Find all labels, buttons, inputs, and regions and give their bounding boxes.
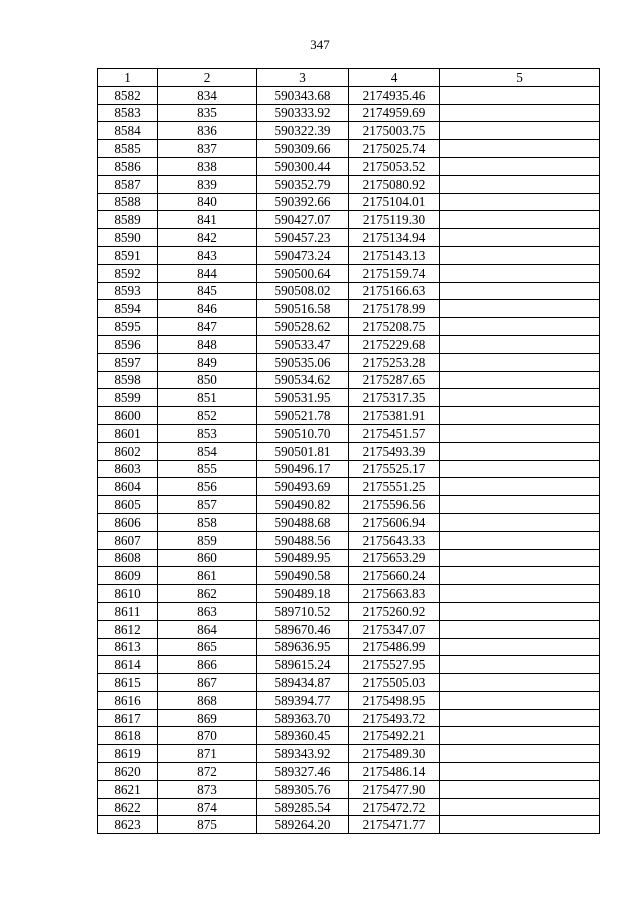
table-cell: 2175080.92: [349, 175, 440, 193]
table-row: [98, 264, 600, 282]
table-cell: 2175229.68: [349, 335, 440, 353]
table-cell: 858: [158, 513, 257, 531]
table-cell: 589394.77: [257, 691, 349, 709]
table-cell: 8600: [98, 407, 158, 425]
table-cell: 8616: [98, 691, 158, 709]
table-cell: 869: [158, 709, 257, 727]
table-cell: 8597: [98, 353, 158, 371]
table-cell: 850: [158, 371, 257, 389]
table-cell: 8582: [98, 86, 158, 104]
table-cell: 875: [158, 816, 257, 834]
table-cell: [440, 371, 600, 389]
table-cell: [440, 513, 600, 531]
table-row: [98, 478, 600, 496]
table-cell: 859: [158, 531, 257, 549]
table-row: [98, 211, 600, 229]
table-row: [98, 300, 600, 318]
table-row: [98, 727, 600, 745]
table-cell: [440, 549, 600, 567]
table-row: [98, 246, 600, 264]
table-row: [98, 567, 600, 585]
table-cell: 8584: [98, 122, 158, 140]
table-cell: 2175003.75: [349, 122, 440, 140]
table-cell: [440, 763, 600, 781]
table-cell: 589285.54: [257, 798, 349, 816]
table-row: [98, 104, 600, 122]
table-cell: 842: [158, 229, 257, 247]
table-cell: 590510.70: [257, 424, 349, 442]
table-cell: 2175053.52: [349, 157, 440, 175]
table-cell: 847: [158, 318, 257, 336]
table-cell: 2175477.90: [349, 780, 440, 798]
table-cell: 589327.46: [257, 763, 349, 781]
table-cell: 867: [158, 674, 257, 692]
table-cell: 8609: [98, 567, 158, 585]
table-header-row: [98, 69, 600, 87]
table-cell: [440, 86, 600, 104]
table-row: [98, 86, 600, 104]
table-cell: [440, 691, 600, 709]
table-cell: 8614: [98, 656, 158, 674]
table-row: [98, 318, 600, 336]
table-row: [98, 798, 600, 816]
table-cell: 837: [158, 140, 257, 158]
table-cell: 845: [158, 282, 257, 300]
table-cell: 589710.52: [257, 602, 349, 620]
table-cell: 2175159.74: [349, 264, 440, 282]
table-cell: 590489.18: [257, 585, 349, 603]
table-cell: [440, 335, 600, 353]
table-cell: [440, 424, 600, 442]
table-cell: 8608: [98, 549, 158, 567]
table-cell: [440, 780, 600, 798]
table-cell: 8611: [98, 602, 158, 620]
table-row: [98, 460, 600, 478]
column-header: 5: [440, 69, 600, 87]
table-cell: [440, 816, 600, 834]
table-cell: 8617: [98, 709, 158, 727]
table-cell: 857: [158, 496, 257, 514]
table-cell: 8583: [98, 104, 158, 122]
table-cell: [440, 211, 600, 229]
table-cell: 2175104.01: [349, 193, 440, 211]
table-cell: 8605: [98, 496, 158, 514]
table-cell: 590333.92: [257, 104, 349, 122]
table-cell: [440, 478, 600, 496]
table-row: [98, 353, 600, 371]
table-cell: 2175527.95: [349, 656, 440, 674]
table-cell: [440, 122, 600, 140]
table-row: [98, 585, 600, 603]
table-cell: 864: [158, 620, 257, 638]
table-cell: 589264.20: [257, 816, 349, 834]
table-cell: [440, 193, 600, 211]
table-cell: 866: [158, 656, 257, 674]
table-cell: 590490.58: [257, 567, 349, 585]
table-cell: 589343.92: [257, 745, 349, 763]
table-cell: [440, 745, 600, 763]
table-row: [98, 424, 600, 442]
table-cell: [440, 727, 600, 745]
table-cell: 8595: [98, 318, 158, 336]
table-cell: 874: [158, 798, 257, 816]
table-cell: 589636.95: [257, 638, 349, 656]
table-cell: [440, 140, 600, 158]
table-cell: 8588: [98, 193, 158, 211]
table-cell: [440, 709, 600, 727]
table-cell: 2175178.99: [349, 300, 440, 318]
table-cell: 2175643.33: [349, 531, 440, 549]
table-row: [98, 282, 600, 300]
table-cell: 590496.17: [257, 460, 349, 478]
table-cell: 8622: [98, 798, 158, 816]
table-cell: [440, 585, 600, 603]
table-cell: 849: [158, 353, 257, 371]
column-header: 3: [257, 69, 349, 87]
table-cell: 873: [158, 780, 257, 798]
table-row: [98, 656, 600, 674]
table-cell: 590489.95: [257, 549, 349, 567]
table-cell: 8593: [98, 282, 158, 300]
table-cell: 590427.07: [257, 211, 349, 229]
table-cell: 2175486.99: [349, 638, 440, 656]
table-cell: 2175596.56: [349, 496, 440, 514]
column-header: 4: [349, 69, 440, 87]
table-cell: 2175493.39: [349, 442, 440, 460]
table-cell: 590352.79: [257, 175, 349, 193]
table-cell: [440, 282, 600, 300]
table-cell: 8591: [98, 246, 158, 264]
table-cell: 2175317.35: [349, 389, 440, 407]
table-cell: [440, 157, 600, 175]
table-cell: 2175493.72: [349, 709, 440, 727]
table-cell: 590516.58: [257, 300, 349, 318]
table-row: [98, 175, 600, 193]
table-cell: 2175166.63: [349, 282, 440, 300]
table-cell: 856: [158, 478, 257, 496]
table-cell: 2175489.30: [349, 745, 440, 763]
page-number: 347: [310, 37, 330, 52]
table-cell: 8606: [98, 513, 158, 531]
table-cell: 2175551.25: [349, 478, 440, 496]
table-cell: 590309.66: [257, 140, 349, 158]
table-row: [98, 531, 600, 549]
table-cell: 8619: [98, 745, 158, 763]
column-header: 1: [98, 69, 158, 87]
table-cell: 870: [158, 727, 257, 745]
table-cell: 2175606.94: [349, 513, 440, 531]
table-cell: 840: [158, 193, 257, 211]
table-cell: 854: [158, 442, 257, 460]
table-cell: 2175653.29: [349, 549, 440, 567]
table-cell: [440, 175, 600, 193]
table-cell: 8598: [98, 371, 158, 389]
table-cell: 590501.81: [257, 442, 349, 460]
table-cell: 8590: [98, 229, 158, 247]
table-cell: 8601: [98, 424, 158, 442]
table-row: [98, 193, 600, 211]
table-cell: 2175486.14: [349, 763, 440, 781]
table-cell: 590493.69: [257, 478, 349, 496]
table-row: [98, 335, 600, 353]
table-cell: 8618: [98, 727, 158, 745]
table-cell: 861: [158, 567, 257, 585]
table-cell: [440, 318, 600, 336]
table-row: [98, 691, 600, 709]
table-cell: 865: [158, 638, 257, 656]
table-cell: 2175287.65: [349, 371, 440, 389]
table-cell: 8604: [98, 478, 158, 496]
table-cell: [440, 620, 600, 638]
table-cell: 590531.95: [257, 389, 349, 407]
table-cell: 2175253.28: [349, 353, 440, 371]
table-cell: 846: [158, 300, 257, 318]
table-cell: 590500.64: [257, 264, 349, 282]
table-cell: 835: [158, 104, 257, 122]
table-cell: 868: [158, 691, 257, 709]
table-cell: [440, 638, 600, 656]
table-cell: 851: [158, 389, 257, 407]
table-cell: 590508.02: [257, 282, 349, 300]
table-cell: 590534.62: [257, 371, 349, 389]
table-cell: 590533.47: [257, 335, 349, 353]
table-cell: 590535.06: [257, 353, 349, 371]
table-cell: 590473.24: [257, 246, 349, 264]
table-cell: 871: [158, 745, 257, 763]
table-cell: 2175347.07: [349, 620, 440, 638]
table-cell: 590528.62: [257, 318, 349, 336]
table-row: [98, 549, 600, 567]
table-cell: 2175525.17: [349, 460, 440, 478]
table-cell: 2175660.24: [349, 567, 440, 585]
table-cell: [440, 656, 600, 674]
table-cell: [440, 460, 600, 478]
table-cell: 852: [158, 407, 257, 425]
table-row: [98, 638, 600, 656]
table-cell: 8599: [98, 389, 158, 407]
table-row: [98, 371, 600, 389]
table-cell: [440, 300, 600, 318]
table-cell: 590488.56: [257, 531, 349, 549]
table-cell: 2175381.91: [349, 407, 440, 425]
table-cell: 8610: [98, 585, 158, 603]
table-row: [98, 745, 600, 763]
table-cell: 8603: [98, 460, 158, 478]
table-cell: 8585: [98, 140, 158, 158]
table-row: [98, 780, 600, 798]
column-header: 2: [158, 69, 257, 87]
table-cell: 2175492.21: [349, 727, 440, 745]
table-cell: [440, 104, 600, 122]
table-row: [98, 674, 600, 692]
table-row: [98, 513, 600, 531]
table-row: [98, 442, 600, 460]
table-cell: 590343.68: [257, 86, 349, 104]
table-cell: 590490.82: [257, 496, 349, 514]
table-cell: [440, 674, 600, 692]
table-cell: [440, 229, 600, 247]
table-cell: [440, 531, 600, 549]
table-cell: 2175663.83: [349, 585, 440, 603]
table-cell: [440, 389, 600, 407]
table-cell: 8589: [98, 211, 158, 229]
table-cell: 590322.39: [257, 122, 349, 140]
table-cell: 590300.44: [257, 157, 349, 175]
table-cell: 8586: [98, 157, 158, 175]
table-row: [98, 140, 600, 158]
table-cell: 8613: [98, 638, 158, 656]
table-cell: 2175471.77: [349, 816, 440, 834]
table-row: [98, 496, 600, 514]
table-cell: 590521.78: [257, 407, 349, 425]
table-cell: 841: [158, 211, 257, 229]
table-row: [98, 122, 600, 140]
table-cell: 2175134.94: [349, 229, 440, 247]
table-cell: 834: [158, 86, 257, 104]
table-cell: 862: [158, 585, 257, 603]
table-cell: 839: [158, 175, 257, 193]
table-cell: 2175143.13: [349, 246, 440, 264]
table-cell: 836: [158, 122, 257, 140]
table-cell: 589615.24: [257, 656, 349, 674]
table-cell: 843: [158, 246, 257, 264]
table-row: [98, 229, 600, 247]
table-row: [98, 407, 600, 425]
table-cell: 8621: [98, 780, 158, 798]
table-cell: [440, 246, 600, 264]
table-row: [98, 620, 600, 638]
table-body: [98, 86, 600, 833]
table-row: [98, 763, 600, 781]
table-cell: 589360.45: [257, 727, 349, 745]
table-cell: 8592: [98, 264, 158, 282]
table-cell: 589363.70: [257, 709, 349, 727]
table-cell: 853: [158, 424, 257, 442]
table-cell: 2175451.57: [349, 424, 440, 442]
table-cell: 2175472.72: [349, 798, 440, 816]
table-row: [98, 602, 600, 620]
table-cell: 590392.66: [257, 193, 349, 211]
table-cell: [440, 798, 600, 816]
table-cell: 2174959.69: [349, 104, 440, 122]
table-cell: [440, 442, 600, 460]
table-cell: 2174935.46: [349, 86, 440, 104]
table-row: [98, 709, 600, 727]
table-cell: 2175260.92: [349, 602, 440, 620]
table-row: [98, 157, 600, 175]
table-cell: 8623: [98, 816, 158, 834]
table-cell: 863: [158, 602, 257, 620]
table-cell: 838: [158, 157, 257, 175]
table-cell: [440, 567, 600, 585]
table-cell: 590488.68: [257, 513, 349, 531]
table-cell: 8594: [98, 300, 158, 318]
table-cell: [440, 496, 600, 514]
table-cell: 2175208.75: [349, 318, 440, 336]
table-cell: 872: [158, 763, 257, 781]
table-cell: 589305.76: [257, 780, 349, 798]
table-cell: 8596: [98, 335, 158, 353]
coordinates-table: [97, 68, 600, 834]
table-cell: 589434.87: [257, 674, 349, 692]
table-cell: 590457.23: [257, 229, 349, 247]
table-cell: 848: [158, 335, 257, 353]
table-cell: 8602: [98, 442, 158, 460]
table-cell: 2175505.03: [349, 674, 440, 692]
table-cell: 860: [158, 549, 257, 567]
table-cell: [440, 602, 600, 620]
table-cell: 2175025.74: [349, 140, 440, 158]
table-cell: [440, 353, 600, 371]
table-cell: 8607: [98, 531, 158, 549]
table-cell: 8587: [98, 175, 158, 193]
table-cell: 8612: [98, 620, 158, 638]
table-row: [98, 389, 600, 407]
table-cell: 2175119.30: [349, 211, 440, 229]
table-cell: 589670.46: [257, 620, 349, 638]
table-cell: [440, 407, 600, 425]
table-cell: 2175498.95: [349, 691, 440, 709]
table-cell: [440, 264, 600, 282]
table-cell: 8620: [98, 763, 158, 781]
table-row: [98, 816, 600, 834]
table-cell: 844: [158, 264, 257, 282]
table-cell: 8615: [98, 674, 158, 692]
table-cell: 855: [158, 460, 257, 478]
